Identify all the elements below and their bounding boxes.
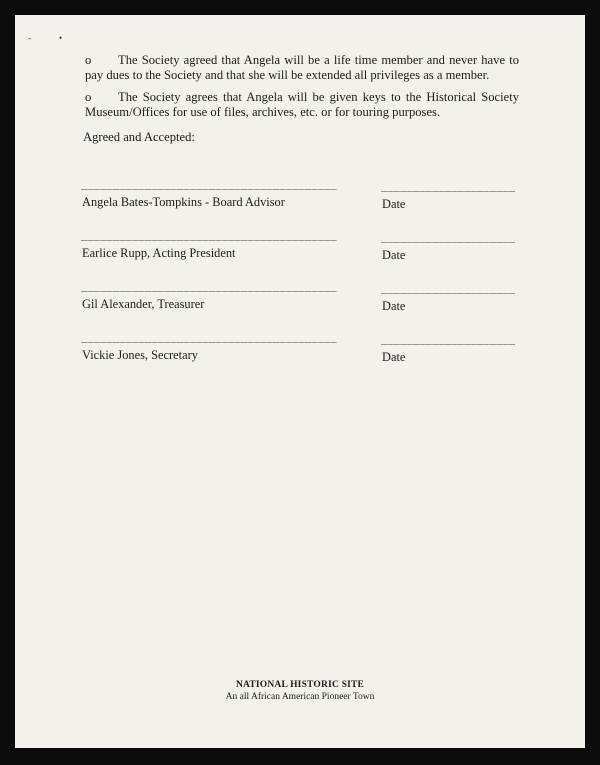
date-line: _____________________	[381, 337, 516, 348]
footer-subtitle: An all African American Pioneer Town	[225, 692, 375, 702]
signatory-name: Gil Alexander, Treasurer	[82, 297, 205, 311]
signature-line: ________________________________________	[81, 284, 338, 295]
bullet-marker: o	[85, 53, 92, 67]
signatory-name: Vickie Jones, Secretary	[82, 348, 198, 362]
date-line: _____________________	[381, 184, 516, 195]
signature-line: ________________________________________	[81, 182, 338, 193]
paragraph-text: The Society agrees that Angela will be given keys to the Historical Society Museum/Offices for use of files, archives, etc. or for touring purposes.	[85, 90, 519, 119]
signature-line: ________________________________________	[81, 233, 338, 244]
signatory-name: Angela Bates-Tompkins - Board Advisor	[82, 195, 285, 209]
paragraph-text: The Society agreed that Angela will be a life time member and never have to pay dues to the Society and that she will be extended all privileges as a member.	[85, 53, 519, 82]
footer-title: NATIONAL HISTORIC SITE	[235, 680, 365, 690]
bullet-marker: o	[85, 90, 92, 104]
document-page	[15, 15, 585, 748]
date-line: _____________________	[381, 286, 516, 297]
date-line: _____________________	[381, 235, 516, 246]
date-label: Date	[382, 248, 406, 262]
agreed-accepted-heading: Agreed and Accepted:	[83, 130, 195, 144]
stray-dot-mark: •	[59, 33, 63, 43]
paragraph-life-membership	[85, 53, 519, 83]
stray-dash-mark: -	[28, 33, 31, 43]
date-label: Date	[382, 350, 406, 364]
signatory-name: Earlice Rupp, Acting President	[82, 246, 236, 260]
paragraph-keys-access	[85, 90, 519, 120]
date-label: Date	[382, 299, 406, 313]
signature-line: ________________________________________	[81, 335, 338, 346]
date-label: Date	[382, 197, 406, 211]
